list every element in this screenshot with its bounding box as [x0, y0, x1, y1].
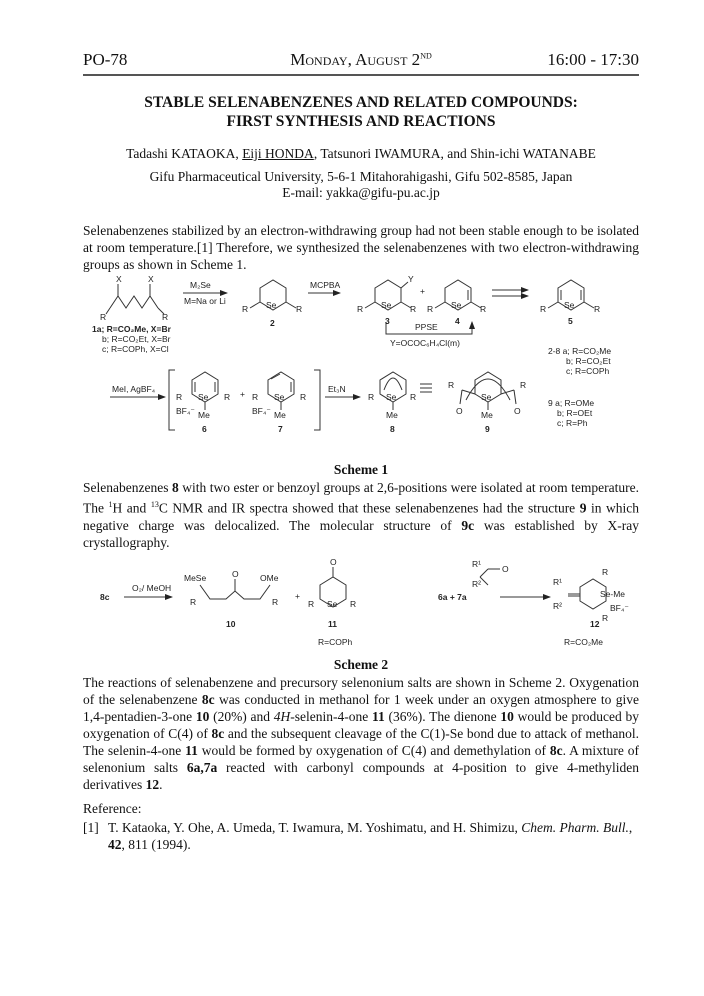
- substituent-label: X: [148, 274, 154, 284]
- affiliation-email[interactable]: E-mail: yakka@gifu-pu.ac.jp: [282, 185, 440, 200]
- reference-number: [1]: [83, 820, 99, 835]
- substituent-label: R: [520, 380, 527, 390]
- methyl-label: Me: [481, 410, 493, 420]
- reference-item: [1] T. Kataoka, Y. Ohe, A. Umeda, T. Iwamura, M. Yoshimatu, and H. Shimizu, Chem. Pharm. Bull., 42, 811 (1994).: [83, 820, 633, 852]
- reference-volume: 42: [108, 837, 122, 852]
- substituent-label: R¹: [472, 559, 481, 569]
- substituent-label: R: [162, 312, 169, 322]
- reagent-label: Et₃N: [328, 384, 346, 394]
- compound-number: 7: [278, 424, 283, 434]
- compound-1-structure: [110, 296, 158, 308]
- substituent-label: R: [308, 599, 315, 609]
- atom-label: Se: [274, 392, 285, 402]
- reference-authors: T. Kataoka, Y. Ohe, A. Umeda, T. Iwamura, M. Yoshimatu, and H. Shimizu,: [108, 820, 522, 835]
- compound-number: 10: [226, 619, 236, 629]
- intro-paragraph: Selenabenzenes stabilized by an electron-withdrawing group had not been stable enough to be isolated at room temperature.[1] Therefore, we synthesized the selenabenzenes with two electron-withdrawing groups as shown in Scheme 1.: [83, 223, 639, 272]
- compound-number: 5: [568, 316, 573, 326]
- substituent-label: R: [480, 304, 487, 314]
- presenting-author: Eiji HONDA: [242, 146, 314, 161]
- atom-label: Se: [327, 599, 338, 609]
- svg-text:+: +: [420, 286, 425, 296]
- legend-9-line: b; R=OEt: [557, 408, 593, 418]
- substituent-label: R: [602, 567, 609, 577]
- reagent-label: O₂/ MeOH: [132, 583, 172, 593]
- legend-1-line: 1a; R=CO₂Me, X=Br: [92, 324, 171, 334]
- affiliation-address: Gifu Pharmaceutical University, 5-6-1 Mitahorahigashi, Gifu 502-8585, Japan: [149, 169, 573, 184]
- counterion: BF₄⁻: [610, 603, 629, 613]
- reference-heading: Reference:: [83, 801, 142, 816]
- reactions-paragraph: The reactions of selenabenzene and precursory selenonium salts are shown in Scheme 2. Oxygenation of the selenabenzene 8c was conducted in methanol for 1 week under an oxygen atmosphere to give 1,4-pentadien-3-one 10 (20%) and 4H-selenin-4-one 11 (36%). The dienone 10 would be produced by oxygenation of C(4) of 8c and the subsequent cleavage of the C(1)-Se bond due to attack of methanol. The selenin-4-one 11 would be formed by oxygenation of C(4) and demethylation of 8c. A mixture of selenonium salts 6a,7a reacted with carbonyl compounds at 4-position to give 4-methyliden derivatives 12.: [83, 675, 640, 792]
- substituent-label: R: [272, 597, 279, 607]
- legend-1-line: c; R=COPh, X=Cl: [102, 344, 169, 354]
- compound-number: 6: [202, 424, 207, 434]
- compound-number: 3: [385, 316, 390, 326]
- substituent-label: R: [350, 599, 357, 609]
- legend-28-line: 2-8 a; R=CO₂Me: [548, 346, 612, 356]
- atom-label: O: [232, 569, 239, 579]
- author-list: [83, 146, 639, 162]
- substituent-label: R: [242, 304, 249, 314]
- substituent-label: R²: [472, 579, 481, 589]
- legend-9-line: 9 a; R=OMe: [548, 398, 595, 408]
- substituent-label: R: [594, 304, 601, 314]
- author: Tadashi KATAOKA,: [126, 146, 243, 161]
- r-definition: R=COPh: [318, 637, 353, 647]
- date-text: Monday, August 2: [290, 50, 421, 69]
- substituent-label: R²: [553, 601, 562, 611]
- counterion: BF₄⁻: [252, 406, 271, 416]
- compound-number: 9: [485, 424, 490, 434]
- substituent-label: R: [602, 613, 609, 623]
- substituent-label: Y: [408, 274, 414, 284]
- svg-text:+: +: [295, 591, 300, 601]
- substituent-label: R: [224, 392, 231, 402]
- y-definition: Y=OCOC₆H₄Cl(m): [390, 338, 460, 348]
- substituent-label: X: [116, 274, 122, 284]
- results-paragraph: Selenabenzenes 8 with two ester or benzoyl groups at 2,6-positions were isolated at room temperature. The $^1$H and $^{13}$C NMR and IR spectra showed that these selenabenzenes had the structure 9 in which negative charge was delocalized. The molecular structure of 9c was established by X-ray crystallography.: [83, 480, 640, 550]
- methyl-label: Me: [386, 410, 398, 420]
- legend-28-line: b; R=CO₂Et: [566, 356, 611, 366]
- atom-label: Se: [451, 300, 462, 310]
- atom-label: O: [502, 564, 509, 574]
- title-line-1: STABLE SELENABENZENES AND RELATED COMPOUNDS:: [144, 94, 578, 111]
- poster-id: PO-78: [83, 50, 128, 69]
- legend-9-line: c; R=Ph: [557, 418, 588, 428]
- scheme-2-figure: [80, 555, 640, 655]
- scheme-2-caption: Scheme 2: [333, 657, 389, 672]
- atom-label: Se: [266, 300, 277, 310]
- atom-label: Se‑Me: [600, 589, 626, 599]
- scheme-1-figure: [80, 270, 640, 460]
- atom-label: O: [456, 406, 463, 416]
- compound-number: 4: [455, 316, 460, 326]
- substituent-label: R: [190, 597, 197, 607]
- author: , Tatsunori IWAMURA, and Shin-ichi WATANABE: [313, 146, 596, 161]
- legend-1-line: b; R=CO₂Et, X=Br: [102, 334, 171, 344]
- compound-ref: 9c: [461, 517, 475, 533]
- reagent-label: MCPBA: [310, 280, 341, 290]
- reagent-label: M=Na or Li: [184, 296, 226, 306]
- date-suffix: ND: [420, 51, 432, 61]
- methyl-label: Me: [274, 410, 286, 420]
- substituent-label: R: [410, 304, 417, 314]
- atom-label: Se: [564, 300, 575, 310]
- compound-label: 8c: [100, 592, 110, 602]
- atom-label: O: [330, 557, 337, 567]
- substituent-label: MeSe: [184, 573, 207, 583]
- compound-number: 11: [328, 619, 337, 629]
- substituent-label: OMe: [260, 573, 279, 583]
- substituent-label: R¹: [553, 577, 562, 587]
- session-time: 16:00 - 17:30: [547, 50, 639, 69]
- title-line-2: FIRST SYNTHESIS AND REACTIONS: [226, 113, 496, 130]
- reagent-label: M₂Se: [190, 280, 211, 290]
- methyl-label: Me: [198, 410, 210, 420]
- substituent-label: R: [368, 392, 375, 402]
- page-header: [83, 50, 639, 76]
- affiliation: [83, 169, 639, 201]
- substituent-label: R: [296, 304, 303, 314]
- substituent-label: R: [410, 392, 417, 402]
- substituent-label: R: [176, 392, 183, 402]
- compound-ref: 9: [579, 500, 587, 516]
- reference-journal: Chem. Pharm. Bull.: [521, 820, 629, 835]
- substituent-label: R: [357, 304, 364, 314]
- substituent-label: R: [448, 380, 455, 390]
- substituent-label: R: [427, 304, 434, 314]
- substituent-label: R: [540, 304, 547, 314]
- paper-title: [83, 93, 639, 131]
- compound-number: 8: [390, 424, 395, 434]
- atom-label: O: [514, 406, 521, 416]
- svg-text:+: +: [240, 389, 245, 399]
- scheme-1-caption: Scheme 1: [333, 462, 389, 477]
- r-definition: R=CO₂Me: [564, 637, 603, 647]
- counterion: BF₄⁻: [176, 406, 195, 416]
- atom-label: Se: [198, 392, 209, 402]
- atom-label: Se: [381, 300, 392, 310]
- substituent-label: R: [100, 312, 107, 322]
- atom-label: Se: [386, 392, 397, 402]
- reagent-label: 6a + 7a: [438, 592, 467, 602]
- substituent-label: R: [300, 392, 307, 402]
- reagent-label: PPSE: [415, 322, 438, 332]
- compound-number: 12: [590, 619, 600, 629]
- legend-28-line: c; R=COPh: [566, 366, 610, 376]
- atom-label: Se: [481, 392, 492, 402]
- compound-number: 2: [270, 318, 275, 328]
- reference-pages: , 811 (1994).: [121, 837, 191, 852]
- substituent-label: R: [252, 392, 259, 402]
- reagent-label: MeI, AgBF₄: [112, 384, 156, 394]
- compound-ref: 8: [171, 480, 179, 495]
